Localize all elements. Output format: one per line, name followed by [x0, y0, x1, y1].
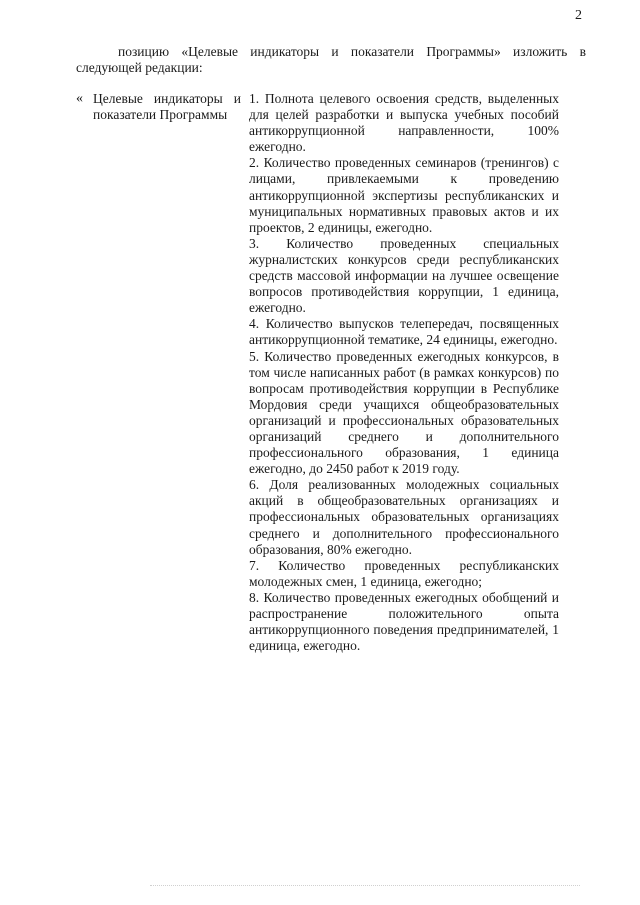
indicator-item-4: 4. Количество выпусков телепередач, посвященных антикоррупционной тематике, 24 единицы, ежегодно. — [249, 316, 559, 348]
indicator-item-7: 7. Количество проведенных республиканских молодежных смен, 1 единица, ежегодно; — [249, 557, 559, 589]
indicator-item-8: 8. Количество проведенных ежегодных обобщений и распространение положительного опыта антикоррупционного поведения предпринимателей, 1 единица, ежегодно. — [249, 589, 559, 654]
indicator-item-6: 6. Доля реализованных молодежных социальных акций в общеобразовательных организациях и профессиональных образовательных организациях среднего и дополнительного профессионального образования, 80% ежегодно. — [249, 477, 559, 557]
scan-artifact-line — [150, 885, 580, 887]
opening-quote-mark: « — [76, 91, 83, 106]
indicator-item-5: 5. Количество проведенных ежегодных конкурсов, в том числе написанных работ (в рамках конкурсов) по вопросам противодействия коррупции в Республике Мордовия среди учащихся общеобразовательных организаций и профессиональных образовательных организаций среднего и дополнительного профессионального образования, 1 единица ежегодно, до 2450 работ к 2019 году. — [249, 348, 559, 477]
indicator-item-1: 1. Полнота целевого освоения средств, выделенных для целей разработки и выпуска учебных пособий антикоррупционной направленности, 100% ежегодно. — [249, 91, 559, 155]
indicator-item-2: 2. Количество проведенных семинаров (тренингов) с лицами, привлекаемыми к проведению антикоррупционной экспертизы республиканских и муниципальных нормативных правовых актов и их проектов, 2 единицы, ежегодно. — [249, 155, 559, 235]
indicator-list — [249, 91, 559, 654]
indicator-heading: Целевые индикаторы и показатели Программы — [93, 91, 241, 122]
indicator-item-3: 3. Количество проведенных специальных журналистских конкурсов среди республиканских средств массовой информации на лучшее освещение вопросов противодействия коррупции, 1 единица, ежегодно. — [249, 235, 559, 316]
page-number: 2 — [575, 8, 582, 23]
intro-paragraph: позицию «Целевые индикаторы и показатели Программы» изложить в следующей редакции: — [76, 44, 586, 75]
